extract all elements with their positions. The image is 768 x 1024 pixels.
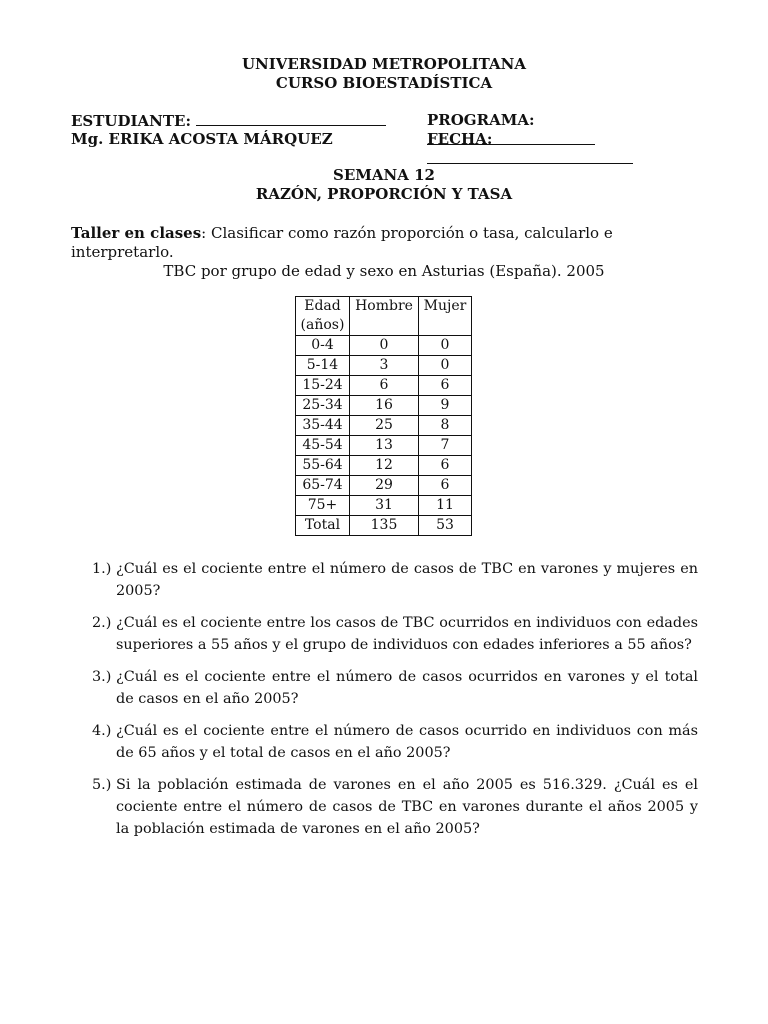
- cell-age: 55-64: [296, 456, 350, 476]
- taller-text: : Clasificar como razón proporción o tasa, calcularlo e interpretarlo.: [71, 224, 613, 261]
- table-row: [296, 396, 472, 416]
- table-body: [296, 336, 472, 536]
- header-hombre: Hombre: [350, 297, 419, 336]
- question-item: [92, 666, 698, 710]
- course-name: CURSO BIOESTADÍSTICA: [275, 74, 493, 92]
- cell-hombre: 135: [350, 516, 419, 536]
- cell-hombre: 12: [350, 456, 419, 476]
- cell-mujer: 8: [419, 416, 472, 436]
- table-row: [296, 416, 472, 436]
- tbc-table: [295, 296, 472, 536]
- taller-label: Taller en clases: [71, 224, 202, 242]
- date-blank-line: [427, 149, 633, 164]
- cell-mujer: 6: [419, 456, 472, 476]
- question-text: ¿Cuál es el cociente entre el número de casos ocurrido en individuos con más de 65 años y el total de casos en el año 2005?: [116, 723, 698, 761]
- table-row: [296, 336, 472, 356]
- student-blank-line: [196, 111, 386, 126]
- cell-hombre: 25: [350, 416, 419, 436]
- cell-mujer: 7: [419, 436, 472, 456]
- table-row: [296, 356, 472, 376]
- table-row: [296, 376, 472, 396]
- cell-age: 75+: [296, 496, 350, 516]
- header-age-line-1: Edad: [304, 298, 341, 314]
- table-row: [296, 516, 472, 536]
- cell-age: 45-54: [296, 436, 350, 456]
- date-field: [427, 130, 701, 169]
- question-list: [92, 558, 698, 850]
- cell-age: 15-24: [296, 376, 350, 396]
- university-name: UNIVERSIDAD METROPOLITANA: [241, 55, 527, 73]
- header-mujer: Mujer: [419, 297, 472, 336]
- cell-age: 25-34: [296, 396, 350, 416]
- cell-hombre: 31: [350, 496, 419, 516]
- week-heading: [0, 166, 768, 204]
- cell-hombre: 0: [350, 336, 419, 356]
- cell-mujer: 0: [419, 336, 472, 356]
- table-row: [296, 456, 472, 476]
- question-text: Si la población estimada de varones en el año 2005 es 516.329. ¿Cuál es el cociente entre el número de casos de TBC en varones durante el años 2005 y la población estimada de varones en el año 2005?: [116, 777, 698, 837]
- question-text: ¿Cuál es el cociente entre los casos de TBC ocurridos en individuos con edades superiores a 55 años y el grupo de individuos con edades inferiores a 55 años?: [116, 615, 698, 653]
- table-row: [296, 476, 472, 496]
- cell-mujer: 6: [419, 476, 472, 496]
- cell-mujer: 11: [419, 496, 472, 516]
- cell-age: 0-4: [296, 336, 350, 356]
- cell-mujer: 6: [419, 376, 472, 396]
- cell-age: 5-14: [296, 356, 350, 376]
- question-item: [92, 612, 698, 656]
- cell-age: 65-74: [296, 476, 350, 496]
- table-row: [296, 496, 472, 516]
- cell-hombre: 6: [350, 376, 419, 396]
- cell-hombre: 29: [350, 476, 419, 496]
- taller-instructions: [71, 224, 711, 262]
- student-label: ESTUDIANTE:: [71, 112, 192, 130]
- document-header: [0, 55, 768, 93]
- cell-mujer: 9: [419, 396, 472, 416]
- question-text: ¿Cuál es el cociente entre el número de casos de TBC en varones y mujeres en 2005?: [116, 561, 698, 599]
- cell-age: 35-44: [296, 416, 350, 436]
- question-number: 1.): [92, 561, 112, 577]
- question-number: 2.): [92, 615, 112, 631]
- question-item: [92, 774, 698, 840]
- question-item: [92, 720, 698, 764]
- question-text: ¿Cuál es el cociente entre el número de casos ocurridos en varones y el total de casos en el año 2005?: [116, 669, 698, 707]
- table-header-row: [296, 297, 472, 336]
- program-label: PROGRAMA:: [427, 111, 535, 129]
- cell-hombre: 16: [350, 396, 419, 416]
- question-number: 3.): [92, 669, 112, 685]
- week-subtitle: RAZÓN, PROPORCIÓN Y TASA: [255, 185, 513, 203]
- question-number: 5.): [92, 777, 112, 793]
- cell-mujer: 0: [419, 356, 472, 376]
- week-title: SEMANA 12: [333, 166, 435, 184]
- header-age-line-2: (años): [300, 317, 345, 333]
- cell-hombre: 13: [350, 436, 419, 456]
- cell-hombre: 3: [350, 356, 419, 376]
- header-age: [296, 297, 350, 336]
- table-row: [296, 436, 472, 456]
- cell-mujer: 53: [419, 516, 472, 536]
- table-caption: TBC por grupo de edad y sexo en Asturias (España). 2005: [163, 262, 605, 280]
- teacher-name: Mg. ERIKA ACOSTA MÁRQUEZ: [71, 130, 333, 148]
- date-label: FECHA:: [427, 130, 493, 148]
- cell-age: Total: [296, 516, 350, 536]
- student-field: [71, 111, 386, 131]
- question-number: 4.): [92, 723, 112, 739]
- question-item: [92, 558, 698, 602]
